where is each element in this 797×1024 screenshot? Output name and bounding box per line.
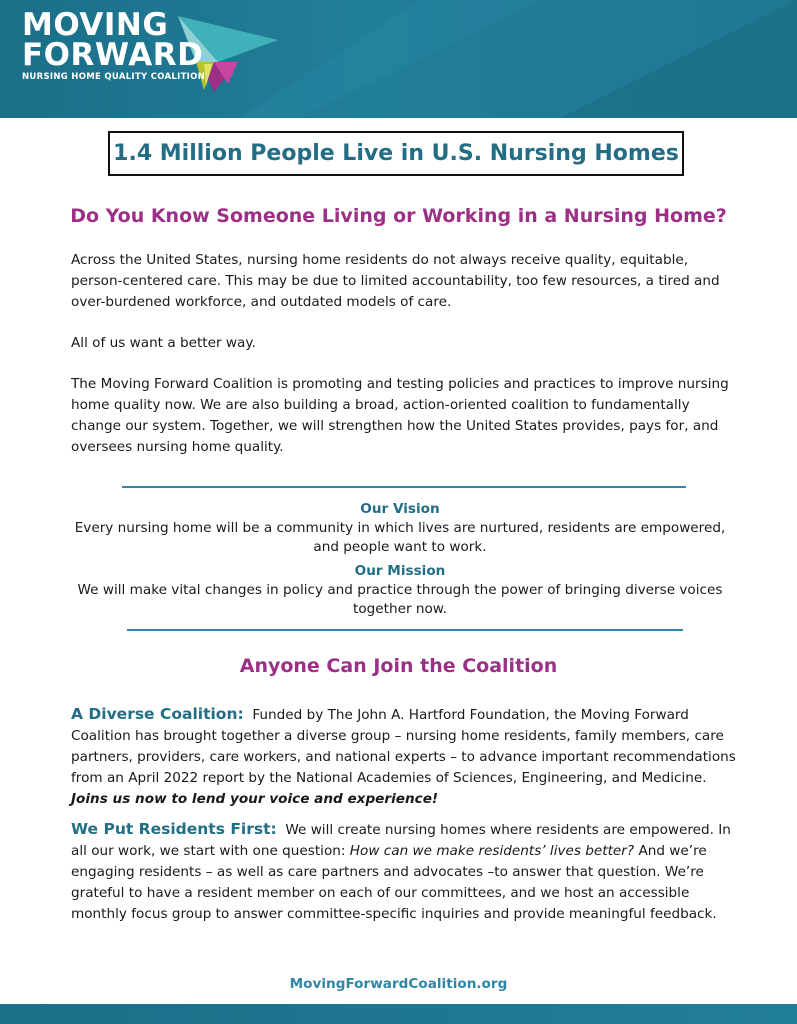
logo (22, 7, 206, 82)
logo-line-moving: MOVING (22, 7, 169, 43)
mission-block (60, 562, 740, 619)
footer-bar (0, 1004, 797, 1024)
divider-bottom (127, 629, 683, 631)
header-banner (0, 0, 797, 118)
logo-line-forward: FORWARD (22, 37, 204, 73)
mission-text: We will make vital changes in policy and practice through the power of bringing diverse voices together now. (77, 582, 723, 617)
diverse-coalition-body: Funded by The John A. Hartford Foundation, the Moving Forward Coalition has brought together a diverse group – nursing home residents, family members, care partners, providers, care workers, and national experts – to advance important recommendations from an April 2022 report by the National Academies of Sciences, Engineering, and Medicine. (71, 707, 736, 786)
residents-first-body2: And we’re engaging residents – as well as care partners and advocates –to answer that question. We’re grateful to have a resident member on each of our committees, and we host an accessible monthly focus group to answer committee-specific inquiries and provide meaningful feedback. (71, 843, 717, 922)
residents-first-lead: We Put Residents First: (71, 820, 277, 838)
logo-subtitle: NURSING HOME QUALITY COALITION (22, 72, 206, 82)
vision-block (60, 500, 740, 557)
better-way-paragraph: All of us want a better way. (71, 335, 256, 351)
page-title: 1.4 Million People Live in U.S. Nursing Homes (108, 131, 684, 176)
section-heading-know-someone: Do You Know Someone Living or Working in a Nursing Home? (70, 205, 727, 227)
residents-first-paragraph (71, 819, 741, 925)
mission-heading: Our Mission (354, 563, 446, 579)
divider-top (122, 486, 686, 488)
residents-first-question: How can we make residents’ lives better? (349, 843, 635, 859)
footer-website-link[interactable]: MovingForwardCoalition.org (289, 976, 508, 992)
diverse-coalition-paragraph (71, 704, 741, 810)
diverse-coalition-lead: A Diverse Coalition: (71, 705, 244, 723)
vision-heading: Our Vision (360, 501, 440, 517)
diverse-coalition-emphasis: Joins us now to lend your voice and experience! (71, 791, 439, 807)
intro-paragraph: Across the United States, nursing home residents do not always receive quality, equitable, person-centered care. This may be due to limited accountability, too few resources, a tired and over-burdened workforce, and outdated models of care. (71, 252, 720, 310)
coalition-paragraph: The Moving Forward Coalition is promoting and testing policies and practices to improve nursing home quality now. We are also building a broad, action-oriented coalition to fundamentally change our system. Together, we will strengthen how the United States provides, pays for, and oversees nursing home quality. (71, 376, 729, 455)
vision-text: Every nursing home will be a community in which lives are nurtured, residents are empowered, and people want to work. (74, 520, 726, 555)
residents-first-body1: We will create nursing homes where residents are empowered. In all our work, we start with one question: (71, 822, 731, 859)
section-heading-join: Anyone Can Join the Coalition (239, 655, 558, 677)
